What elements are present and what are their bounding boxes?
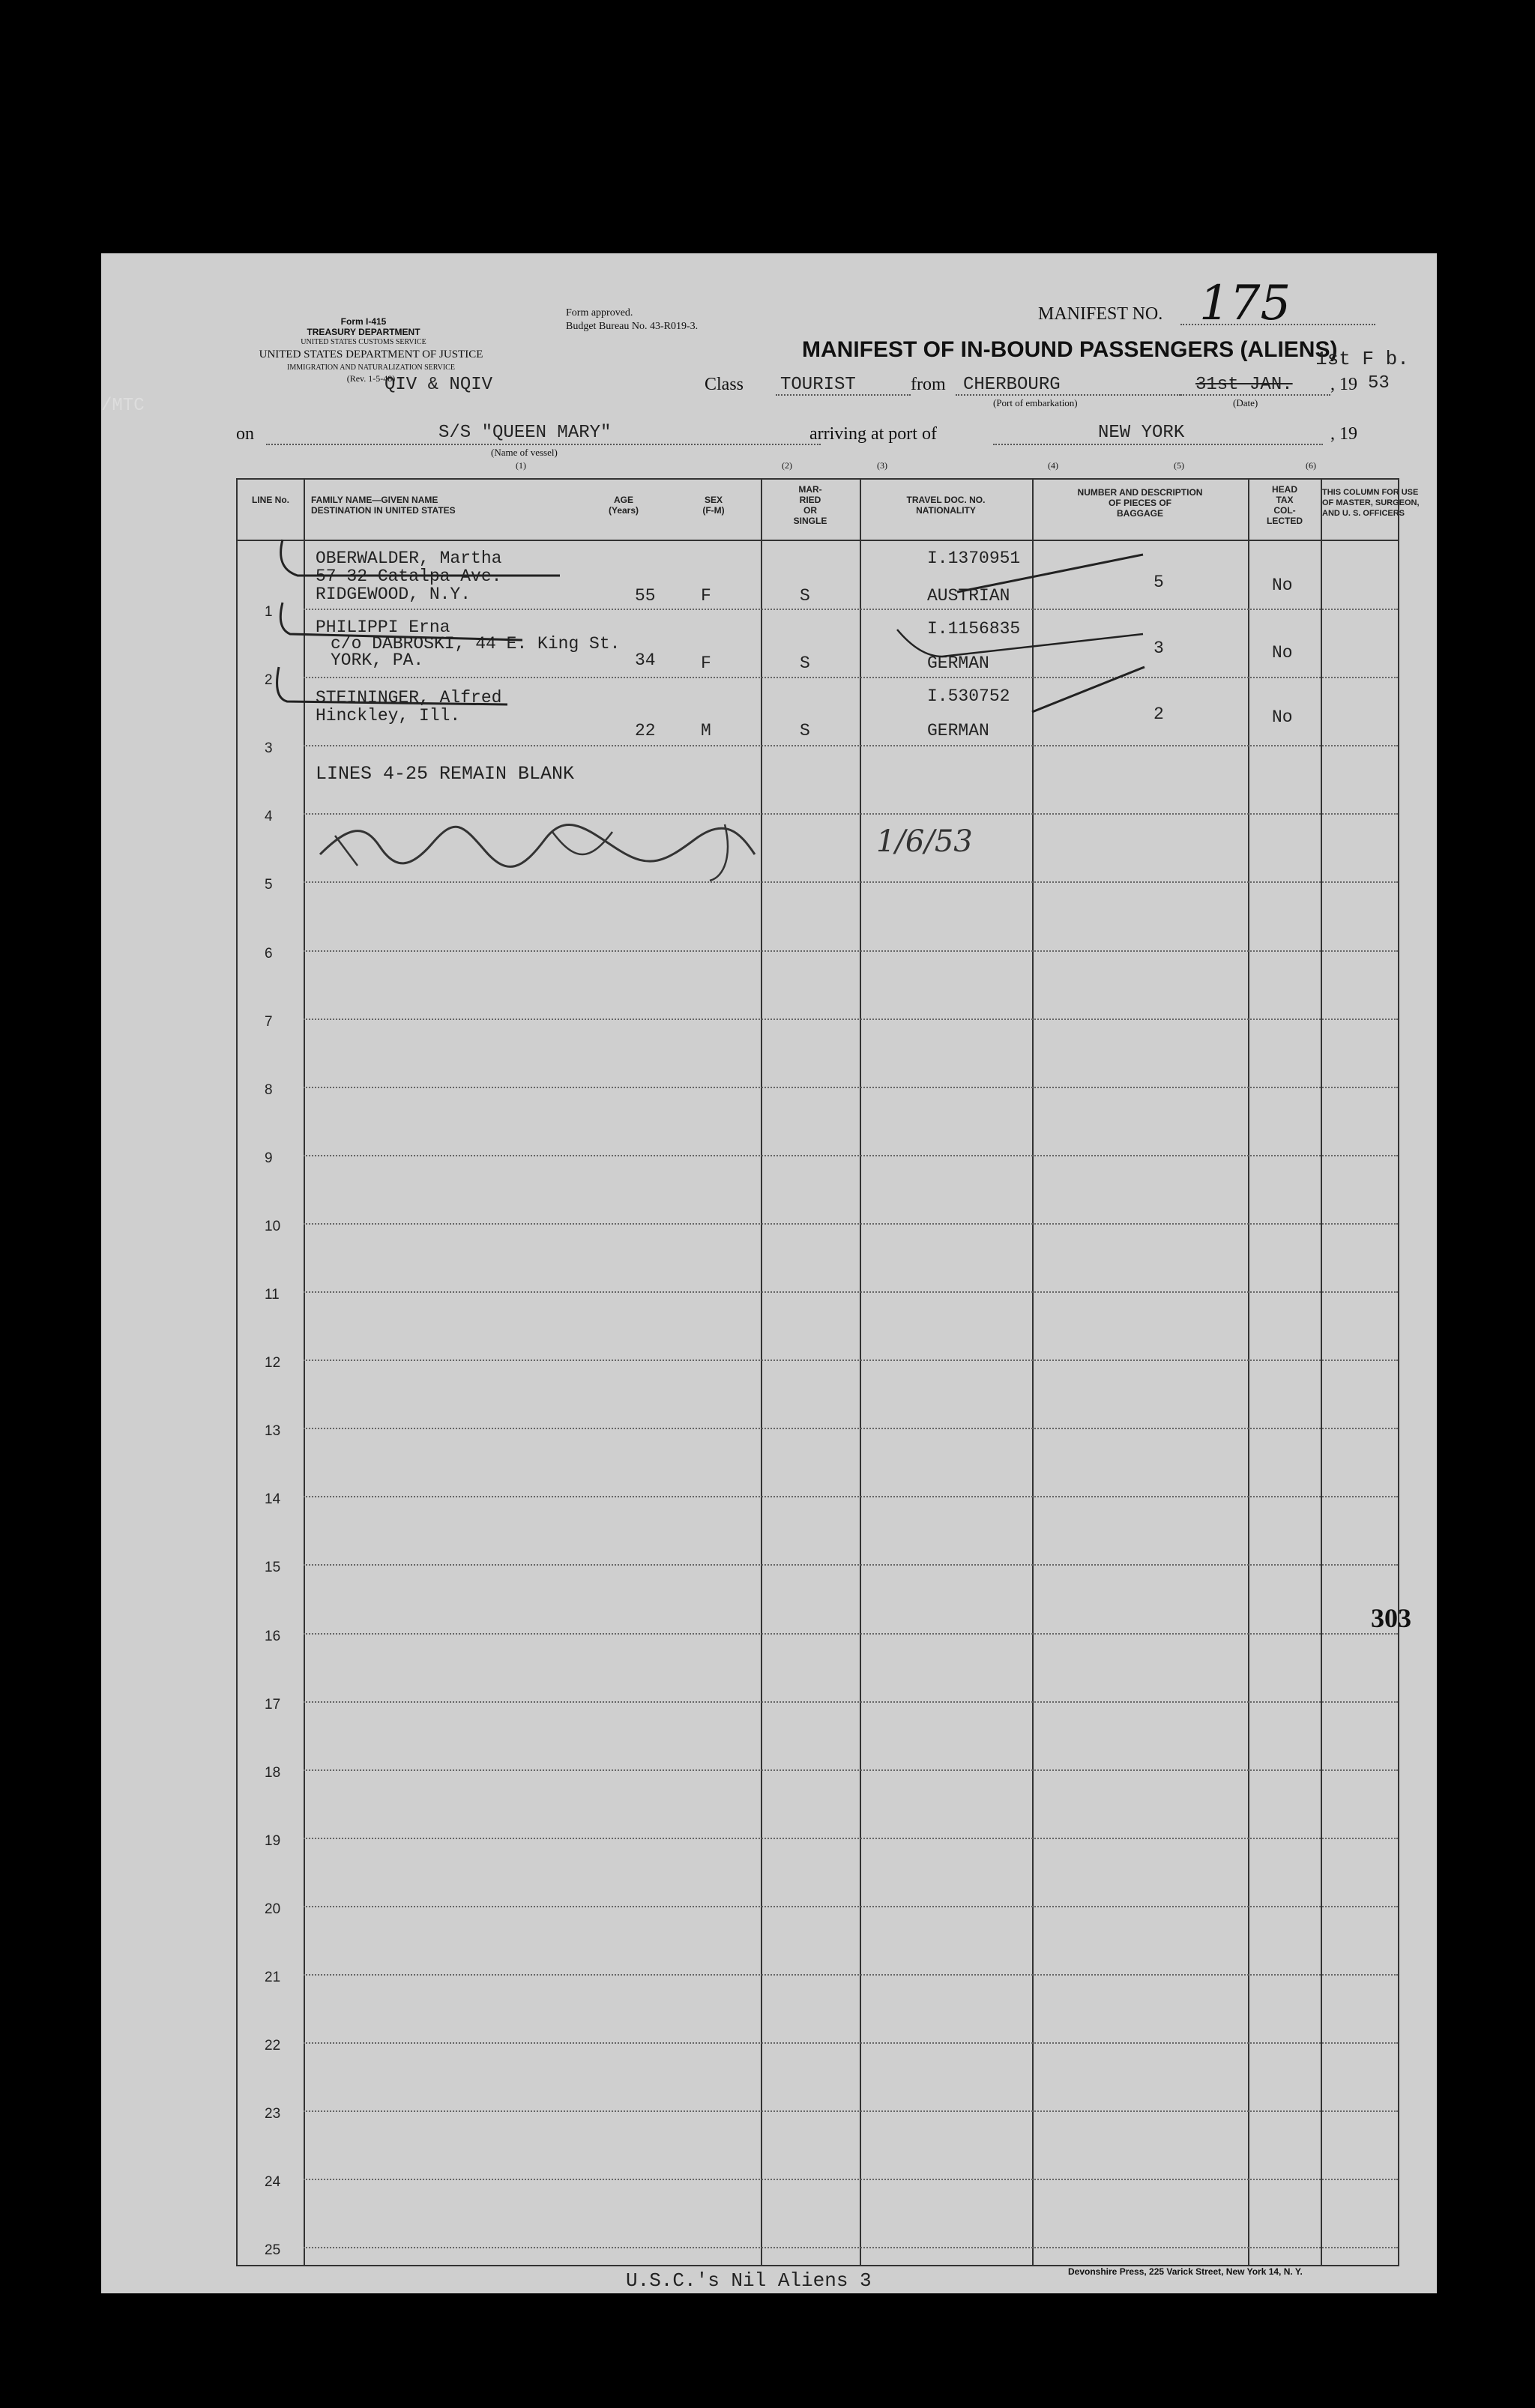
row-rule (304, 1633, 1398, 1635)
justice-department: UNITED STATES DEPARTMENT OF JUSTICE (259, 348, 483, 360)
row-rule (304, 1564, 1398, 1566)
row-rule (304, 1701, 1398, 1703)
passenger-1-head-tax: No (1272, 576, 1293, 595)
line-number: 21 (265, 1970, 281, 1985)
passenger-3-travel-doc: I.530752 (927, 687, 1010, 706)
line-number: 2 (265, 672, 273, 688)
side-mark: /MTC (101, 396, 145, 416)
date-caption: (Date) (1233, 397, 1258, 408)
row-rule (304, 1838, 1398, 1839)
col-header-age: AGE (Years) (608, 495, 639, 516)
passenger-table (236, 478, 1420, 2266)
col-header-name: FAMILY NAME—GIVEN NAME DESTINATION IN UNITED STATES (311, 495, 456, 516)
manifest-sheet (101, 253, 1437, 2293)
check-marks (238, 480, 1420, 779)
passenger-1-age: 55 (635, 586, 656, 606)
passenger-3-sex: M (701, 721, 711, 740)
row-rule (304, 1360, 1398, 1361)
year-prefix: , 19 (1330, 375, 1357, 394)
passenger-3-nationality: GERMAN (927, 721, 989, 740)
row-rule (304, 1974, 1398, 1976)
printer-credit: Devonshire Press, 225 Varick Street, New York 14, N. Y. (1068, 2266, 1303, 2277)
row-rule (304, 950, 1398, 952)
passenger-3-baggage: 2 (1153, 704, 1164, 724)
row-rule (304, 2247, 1398, 2248)
blank-lines-remark: LINES 4-25 REMAIN BLANK (316, 763, 575, 785)
line-number: 16 (265, 1629, 281, 1644)
passenger-1-address-1: 57-32 Catalpa Ave. (316, 567, 502, 586)
passenger-1-name: OBERWALDER, Martha (316, 549, 502, 568)
passenger-2-sex: F (701, 654, 711, 673)
col-number-3: (3) (877, 460, 887, 471)
treasury-department: TREASURY DEPARTMENT (307, 327, 420, 337)
passenger-3-head-tax: No (1272, 707, 1293, 727)
passenger-1-nationality: AUSTRIAN (927, 586, 1010, 606)
row-rule (304, 1428, 1398, 1429)
arrival-port: NEW YORK (1098, 423, 1185, 443)
row-rule (304, 2042, 1398, 2044)
class-stamp: QIV & NQIV (384, 375, 493, 395)
date-value: 31st JAN. (1195, 375, 1293, 395)
passenger-3-age: 22 (635, 721, 656, 740)
line-number: 4 (265, 809, 273, 824)
line-number: 25 (265, 2242, 281, 2258)
on-label: on (236, 424, 254, 444)
line-number: 19 (265, 1833, 281, 1849)
vessel-caption: (Name of vessel) (491, 447, 558, 458)
passenger-2-travel-doc: I.1156835 (927, 619, 1021, 639)
arrival-year: , 19 (1330, 424, 1357, 444)
row-rule (304, 1291, 1398, 1293)
col-number-5: (5) (1174, 460, 1184, 471)
row-rule (304, 1496, 1398, 1497)
from-label: from (911, 375, 946, 394)
col-number-1: (1) (516, 460, 526, 471)
signature-scribble (305, 809, 875, 884)
budget-bureau: Budget Bureau No. 43-R019-3. (566, 321, 699, 332)
customs-service: UNITED STATES CUSTOMS SERVICE (301, 338, 426, 346)
line-number: 7 (265, 1014, 273, 1030)
col-header-baggage: NUMBER AND DESCRIPTION OF PIECES OF BAGGAGE (1077, 487, 1203, 519)
col-number-2: (2) (782, 460, 792, 471)
arriving-label: arriving at port of (809, 424, 937, 444)
passenger-2-married: S (800, 654, 810, 673)
immigration-service: IMMIGRATION AND NATURALIZATION SERVICE (287, 363, 455, 372)
passenger-3-address-1: Hinckley, Ill. (316, 706, 461, 725)
col-header-head-tax: HEAD TAX COL- LECTED (1267, 484, 1303, 526)
passenger-1-married: S (800, 586, 810, 606)
col-header-travel-doc: TRAVEL DOC. NO. NATIONALITY (906, 495, 986, 516)
line-number: 24 (265, 2174, 281, 2190)
manifest-no-value: 175 (1199, 276, 1291, 331)
line-number: 6 (265, 946, 273, 962)
col-header-sex: SEX (F-M) (702, 495, 725, 516)
port-of-embarkation: CHERBOURG (963, 375, 1061, 395)
row-rule (304, 1087, 1398, 1088)
line-number: 22 (265, 2038, 281, 2054)
passenger-1-sex: F (701, 586, 711, 606)
line-number: 13 (265, 1423, 281, 1439)
line-number: 20 (265, 1901, 281, 1917)
manifest-title: MANIFEST OF IN-BOUND PASSENGERS (ALIENS) (802, 337, 1338, 362)
manifest-no-line (1180, 324, 1375, 325)
footer-summary: U.S.C.'s Nil Aliens 3 (626, 2269, 872, 2292)
line-number: 3 (265, 740, 273, 756)
col-header-married: MAR- RIED OR SINGLE (793, 484, 827, 526)
row-rule (304, 2179, 1398, 2180)
passenger-1-address-2: RIDGEWOOD, N.Y. (316, 585, 471, 604)
passenger-2-baggage: 3 (1153, 639, 1164, 658)
stamp-number: 303 (1371, 1603, 1411, 1633)
title-annotation: 1st F b. (1315, 348, 1409, 370)
line-number: 8 (265, 1082, 273, 1098)
passenger-1-travel-doc: I.1370951 (927, 549, 1021, 568)
line-number: 5 (265, 877, 273, 893)
row-rule (304, 1223, 1398, 1225)
passenger-2-address-1: c/o DABROSKI, 44 E. King St. (331, 634, 621, 654)
passenger-2-nationality: GERMAN (927, 654, 989, 673)
line-number: 17 (265, 1697, 281, 1713)
port-caption: (Port of embarkation) (993, 397, 1078, 408)
passenger-2-address-2: YORK, PA. (331, 651, 424, 670)
class-label: Class (705, 375, 744, 394)
line-number: 18 (265, 1765, 281, 1781)
row-rule (304, 1019, 1398, 1020)
row-rule (304, 1906, 1398, 1907)
arrival-line (993, 444, 1323, 445)
passenger-2-age: 34 (635, 651, 656, 670)
line-number: 23 (265, 2106, 281, 2122)
revision-date: (Rev. 1-5-48) (346, 373, 396, 384)
vessel-name: S/S "QUEEN MARY" (438, 423, 612, 443)
line-number: 10 (265, 1219, 281, 1234)
row-rule (304, 2110, 1398, 2112)
line-number: 15 (265, 1560, 281, 1575)
row-rule (304, 1155, 1398, 1156)
line-number: 9 (265, 1150, 273, 1166)
line-number: 12 (265, 1355, 281, 1371)
passenger-3-name: STEININGER, Alfred (316, 688, 502, 707)
row-rule (304, 1769, 1398, 1771)
col-number-4: (4) (1048, 460, 1058, 471)
manifest-no-label: MANIFEST NO. (1038, 304, 1163, 324)
col-header-line-no: LINE No. (252, 495, 289, 505)
line-number: 14 (265, 1491, 281, 1507)
class-value: TOURIST (780, 375, 856, 395)
passenger-3-married: S (800, 721, 810, 740)
passenger-2-name: PHILIPPI Erna (316, 618, 450, 637)
line-number: 11 (265, 1287, 280, 1303)
year-value: 53 (1368, 373, 1390, 393)
line-number: 1 (265, 604, 273, 620)
col-header-officers: THIS COLUMN FOR USE OF MASTER, SURGEON, AND U. S. OFFICERS (1322, 488, 1420, 518)
vessel-line (266, 444, 821, 445)
form-approved: Form approved. (566, 307, 633, 319)
col-number-6: (6) (1306, 460, 1316, 471)
passenger-2-head-tax: No (1272, 643, 1293, 663)
form-number: Form I-415 (340, 316, 387, 327)
passenger-1-baggage: 5 (1153, 573, 1164, 592)
signature-date: 1/6/53 (876, 824, 973, 859)
